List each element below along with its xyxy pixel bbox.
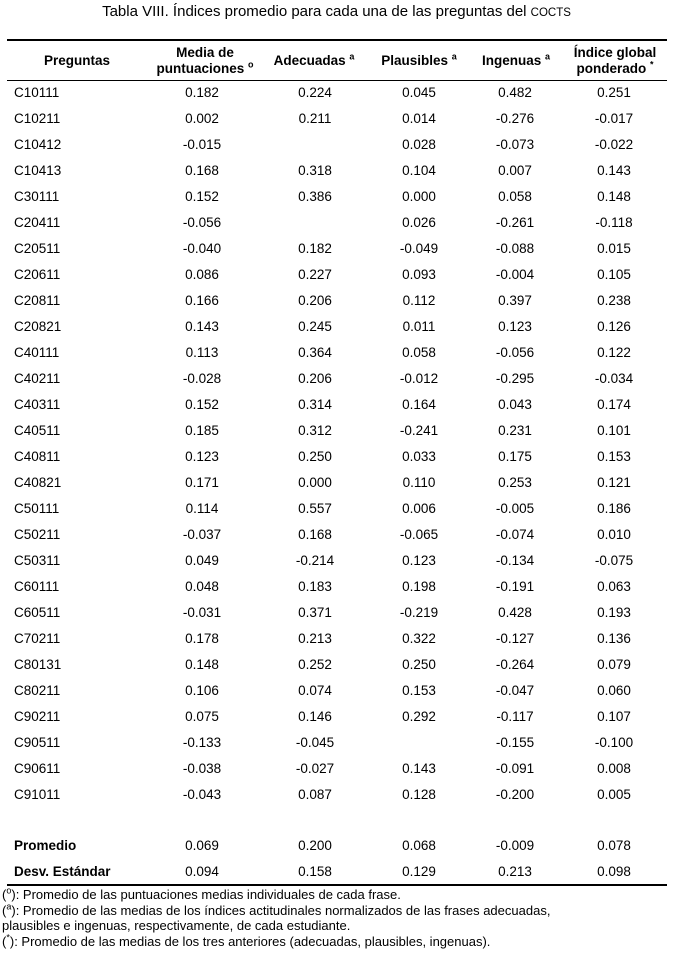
table-cell: 0.010 — [597, 527, 631, 542]
table-cell: 0.250 — [298, 449, 332, 464]
footnote: (*): Promedio de las medias de los tres anteriores (adecuadas, plausibles, ingenuas). — [2, 932, 491, 949]
column-header-label: Índice global — [573, 45, 657, 60]
table-cell: 0.008 — [597, 761, 631, 776]
table-cell: -0.004 — [495, 267, 535, 282]
table-row — [0, 522, 673, 548]
table-cell: 0.063 — [597, 579, 631, 594]
table-cell: -0.200 — [495, 787, 535, 802]
bottom-rule — [7, 884, 667, 886]
column-header-label-line2: ponderado — [576, 61, 647, 76]
table-cell: -0.005 — [495, 501, 535, 516]
footnote: ($^o$): Promedio de las puntuaciones medias individuales de cada frase. — [2, 885, 401, 902]
column-header-1 — [150, 42, 260, 80]
table-cell: 0.079 — [597, 657, 631, 672]
question-code: C10111 — [14, 85, 60, 100]
table-cell: 0.058 — [498, 189, 532, 204]
table-row — [0, 184, 673, 210]
table-row — [0, 132, 673, 158]
table-cell: 0.238 — [597, 293, 631, 308]
table-cell: -0.100 — [594, 735, 634, 750]
table-cell: 0.152 — [185, 189, 219, 204]
column-header-marker: o — [248, 59, 254, 70]
table-cell: -0.264 — [495, 657, 535, 672]
table-cell: 0.152 — [185, 397, 219, 412]
table-cell: -0.261 — [495, 215, 535, 230]
table-cell: 0.292 — [402, 709, 436, 724]
table-cell: 0.078 — [597, 838, 631, 853]
table-row — [0, 782, 673, 808]
table-cell: 0.314 — [298, 397, 332, 412]
footnote-marker: * — [6, 932, 10, 943]
table-cell: -0.045 — [295, 735, 335, 750]
table-row — [0, 314, 673, 340]
table-cell: 0.043 — [498, 397, 532, 412]
question-code: C20411 — [14, 215, 61, 230]
table-cell: 0.069 — [185, 838, 219, 853]
table-cell: 0.322 — [402, 631, 436, 646]
table-cell: -0.017 — [594, 111, 634, 126]
table-cell: -0.214 — [295, 553, 335, 568]
table-cell: -0.027 — [295, 761, 335, 776]
table-cell: 0.318 — [298, 163, 332, 178]
table-cell: 0.158 — [298, 864, 332, 879]
table-cell: 0.068 — [402, 838, 436, 853]
table-cell: -0.040 — [182, 241, 222, 256]
question-code: C60111 — [14, 579, 60, 594]
table-cell: -0.056 — [182, 215, 222, 230]
table-row — [0, 262, 673, 288]
table-cell: 0.086 — [185, 267, 219, 282]
question-code: C90511 — [14, 735, 61, 750]
table-cell: 0.060 — [597, 683, 631, 698]
question-code: C60511 — [14, 605, 61, 620]
table-cell: -0.038 — [182, 761, 222, 776]
table-cell: 0.250 — [402, 657, 436, 672]
footnote — [2, 918, 673, 934]
column-header-0 — [8, 42, 146, 80]
table-cell: 0.178 — [185, 631, 219, 646]
question-code: C20511 — [14, 241, 61, 256]
table-cell: 0.098 — [597, 864, 631, 879]
table-cell: 0.428 — [498, 605, 532, 620]
table-cell: 0.148 — [185, 657, 219, 672]
footnote-text: plausibles e ingenuas, respectivamente, de cada estudiante. — [2, 918, 351, 933]
table-row — [0, 496, 673, 522]
table-cell: 0.028 — [402, 137, 436, 152]
table-cell: -0.075 — [594, 553, 634, 568]
table-cell: 0.252 — [298, 657, 332, 672]
table-cell: 0.015 — [597, 241, 631, 256]
table-cell: 0.014 — [402, 111, 436, 126]
footnote-text: ): Promedio de las medias de los tres anteriores (adecuadas, plausibles, ingenuas). — [9, 933, 491, 949]
table-cell: 0.104 — [402, 163, 436, 178]
table-cell: -0.047 — [495, 683, 535, 698]
question-code: C10211 — [14, 111, 61, 126]
table-cell: -0.134 — [495, 553, 535, 568]
table-cell: 0.397 — [498, 293, 532, 308]
table-cell: 0.114 — [185, 501, 219, 516]
table-cell: -0.056 — [495, 345, 535, 360]
table-cell: 0.153 — [402, 683, 436, 698]
table-row — [0, 210, 673, 236]
table-cell: -0.015 — [182, 137, 222, 152]
table-cell: 0.364 — [298, 345, 332, 360]
table-cell: 0.143 — [185, 319, 219, 334]
table-cell: -0.191 — [495, 579, 535, 594]
table-cell: 0.166 — [185, 293, 219, 308]
summary-row — [0, 833, 673, 859]
question-code: C40111 — [14, 345, 60, 360]
question-code: C90211 — [14, 709, 61, 724]
table-row — [0, 548, 673, 574]
table-cell: 0.174 — [597, 397, 631, 412]
question-code: C20811 — [14, 293, 61, 308]
table-cell: 0.557 — [298, 501, 332, 516]
question-code: C10413 — [14, 163, 62, 178]
table-cell: -0.127 — [495, 631, 535, 646]
question-code: C10412 — [14, 137, 62, 152]
table-cell: 0.087 — [298, 787, 332, 802]
table-cell: 0.112 — [402, 293, 436, 308]
question-code: C40311 — [14, 397, 61, 412]
table-cell: 0.048 — [185, 579, 219, 594]
table-row — [0, 158, 673, 184]
question-code: C20821 — [14, 319, 62, 334]
footnote-marker: o — [6, 885, 12, 896]
table-cell: -0.133 — [182, 735, 222, 750]
table-cell: 0.121 — [597, 475, 631, 490]
table-cell: -0.118 — [595, 215, 633, 230]
table-row — [0, 444, 673, 470]
table-cell: 0.123 — [498, 319, 532, 334]
table-row — [0, 704, 673, 730]
table-row — [0, 418, 673, 444]
question-code: C90611 — [14, 761, 61, 776]
table-row — [0, 392, 673, 418]
question-code: C50311 — [14, 553, 61, 568]
question-code: C91011 — [14, 787, 61, 802]
table-cell: 0.000 — [298, 475, 332, 490]
table-cell: -0.276 — [495, 111, 535, 126]
table-cell: 0.213 — [498, 864, 532, 879]
column-header-label: Media de — [176, 45, 234, 60]
table-cell: -0.088 — [495, 241, 535, 256]
table-cell: 0.101 — [597, 423, 631, 438]
title-text: Tabla VIII. Índices promedio para cada una de las preguntas del — [102, 3, 531, 20]
table-cell: -0.037 — [182, 527, 222, 542]
table-cell: -0.034 — [594, 371, 634, 386]
column-header-label: Ingenuas — [481, 53, 542, 68]
footnote-text: ): Promedio de las puntuaciones medias individuales de cada frase. — [11, 887, 401, 902]
table-cell: 0.186 — [597, 501, 631, 516]
table-row — [0, 340, 673, 366]
table-cell: 0.123 — [185, 449, 219, 464]
table-cell: 0.175 — [498, 449, 532, 464]
column-header-marker: a — [349, 51, 355, 62]
table-row — [0, 652, 673, 678]
table-row — [0, 288, 673, 314]
table-cell: 0.193 — [597, 605, 631, 620]
table-cell: 0.143 — [597, 163, 631, 178]
table-cell: 0.128 — [402, 787, 436, 802]
table-cell: 0.000 — [402, 189, 436, 204]
table-cell: 0.033 — [402, 449, 436, 464]
column-header-marker: a — [545, 51, 551, 62]
column-header-label-line2: puntuaciones — [156, 61, 245, 76]
table-cell: 0.251 — [597, 85, 631, 100]
table-cell: 0.110 — [402, 475, 436, 490]
table-cell: -0.009 — [495, 838, 535, 853]
table-cell: 0.312 — [298, 423, 332, 438]
table-cell: -0.117 — [496, 709, 534, 724]
question-code: C70211 — [14, 631, 61, 646]
table-row — [0, 756, 673, 782]
table-row — [0, 730, 673, 756]
table-cell: 0.122 — [597, 345, 631, 360]
table-row — [0, 574, 673, 600]
title-acronym: COCTS — [530, 7, 571, 19]
table-cell: 0.005 — [597, 787, 631, 802]
top-rule — [7, 39, 667, 41]
question-code: C20611 — [14, 267, 61, 282]
table-cell: 0.107 — [597, 709, 631, 724]
table-cell: 0.094 — [185, 864, 219, 879]
table-cell: 0.074 — [298, 683, 332, 698]
column-header-marker: * — [649, 59, 654, 70]
table-cell: -0.295 — [495, 371, 535, 386]
table-cell: 0.123 — [402, 553, 436, 568]
column-header-label: Plausibles — [381, 53, 448, 68]
table-cell: 0.231 — [498, 423, 532, 438]
table-cell: 0.168 — [185, 163, 219, 178]
summary-label: Promedio — [14, 838, 77, 853]
table-cell: 0.007 — [498, 163, 532, 178]
table-cell: 0.183 — [298, 579, 332, 594]
table-cell: 0.206 — [298, 293, 332, 308]
question-code: C80211 — [14, 683, 61, 698]
table-cell: 0.182 — [185, 85, 219, 100]
table-cell: 0.153 — [597, 449, 631, 464]
table-row — [0, 470, 673, 496]
table-cell: 0.482 — [498, 85, 532, 100]
table-cell: -0.155 — [495, 735, 535, 750]
table-cell: 0.045 — [402, 85, 436, 100]
question-code: C40811 — [14, 449, 61, 464]
table-cell: 0.198 — [402, 579, 436, 594]
table-cell: 0.386 — [298, 189, 332, 204]
table-row — [0, 600, 673, 626]
table-row — [0, 80, 673, 106]
table-cell: 0.049 — [185, 553, 219, 568]
table-cell: 0.143 — [402, 761, 436, 776]
table-cell: -0.074 — [495, 527, 535, 542]
question-code: C50211 — [14, 527, 61, 542]
table-cell: 0.182 — [298, 241, 332, 256]
table-cell: 0.105 — [597, 267, 631, 282]
table-cell: 0.002 — [185, 111, 219, 126]
table-cell: 0.136 — [597, 631, 631, 646]
column-header-label: Adecuadas — [273, 53, 346, 68]
table-cell: 0.011 — [402, 319, 436, 334]
table-cell: -0.073 — [495, 137, 535, 152]
table-cell: 0.126 — [597, 319, 631, 334]
table-cell: -0.049 — [399, 241, 439, 256]
table-title — [0, 2, 673, 23]
footnote-text: ): Promedio de las medias de los índices actitudinales normalizados de las frases adecuadas, — [11, 902, 551, 918]
question-code: C30111 — [14, 189, 60, 204]
table-cell: -0.241 — [399, 423, 439, 438]
table-cell: -0.219 — [399, 605, 439, 620]
table-cell: 0.227 — [298, 267, 332, 282]
table-cell: 0.006 — [402, 501, 436, 516]
table-cell: 0.224 — [298, 85, 332, 100]
table-cell: 0.129 — [402, 864, 436, 879]
table-row — [0, 366, 673, 392]
table-cell: -0.091 — [495, 761, 535, 776]
table-cell: 0.026 — [402, 215, 436, 230]
column-header-4 — [472, 42, 560, 80]
footnotes — [2, 887, 673, 949]
table-cell: -0.012 — [399, 371, 439, 386]
table-cell: 0.148 — [597, 189, 631, 204]
table-row — [0, 626, 673, 652]
column-header-3 — [368, 42, 470, 80]
table-row — [0, 678, 673, 704]
table-cell: 0.371 — [298, 605, 332, 620]
question-code: C40511 — [14, 423, 61, 438]
table-cell: 0.200 — [298, 838, 332, 853]
table-cell: 0.168 — [298, 527, 332, 542]
question-code: C40211 — [14, 371, 61, 386]
table-cell: 0.146 — [298, 709, 332, 724]
column-header-label: Preguntas — [43, 53, 111, 68]
table-cell: -0.022 — [594, 137, 634, 152]
table-cell: 0.093 — [402, 267, 436, 282]
table-cell: -0.065 — [399, 527, 439, 542]
table-row — [0, 236, 673, 262]
table-cell: 0.113 — [185, 345, 219, 360]
column-header-5 — [562, 42, 668, 80]
table-row — [0, 106, 673, 132]
footnote: ($^a$): Promedio de las medias de los índices actitudinales normalizados de las frases adecuadas, — [2, 901, 551, 918]
summary-row — [0, 859, 673, 885]
table-cell: -0.031 — [182, 605, 222, 620]
table-cell: 0.206 — [298, 371, 332, 386]
table-cell: 0.185 — [185, 423, 219, 438]
table-cell: 0.253 — [498, 475, 532, 490]
table-header — [0, 42, 673, 80]
question-code: C80131 — [14, 657, 62, 672]
table-cell: 0.075 — [185, 709, 219, 724]
table-cell: 0.164 — [402, 397, 436, 412]
table-cell: 0.171 — [185, 475, 219, 490]
table-cell: -0.043 — [182, 787, 222, 802]
table-cell: 0.106 — [185, 683, 219, 698]
table-cell: 0.058 — [402, 345, 436, 360]
table-cell: 0.213 — [298, 631, 332, 646]
column-header-marker: a — [451, 51, 457, 62]
footnote-marker: a — [6, 901, 12, 912]
question-code: C40821 — [14, 475, 62, 490]
column-header-2 — [262, 42, 366, 80]
summary-label: Desv. Estándar — [14, 864, 111, 879]
question-code: C50111 — [14, 501, 60, 516]
table-cell: 0.245 — [298, 319, 332, 334]
table-cell: 0.211 — [298, 111, 332, 126]
table-cell: -0.028 — [182, 371, 222, 386]
